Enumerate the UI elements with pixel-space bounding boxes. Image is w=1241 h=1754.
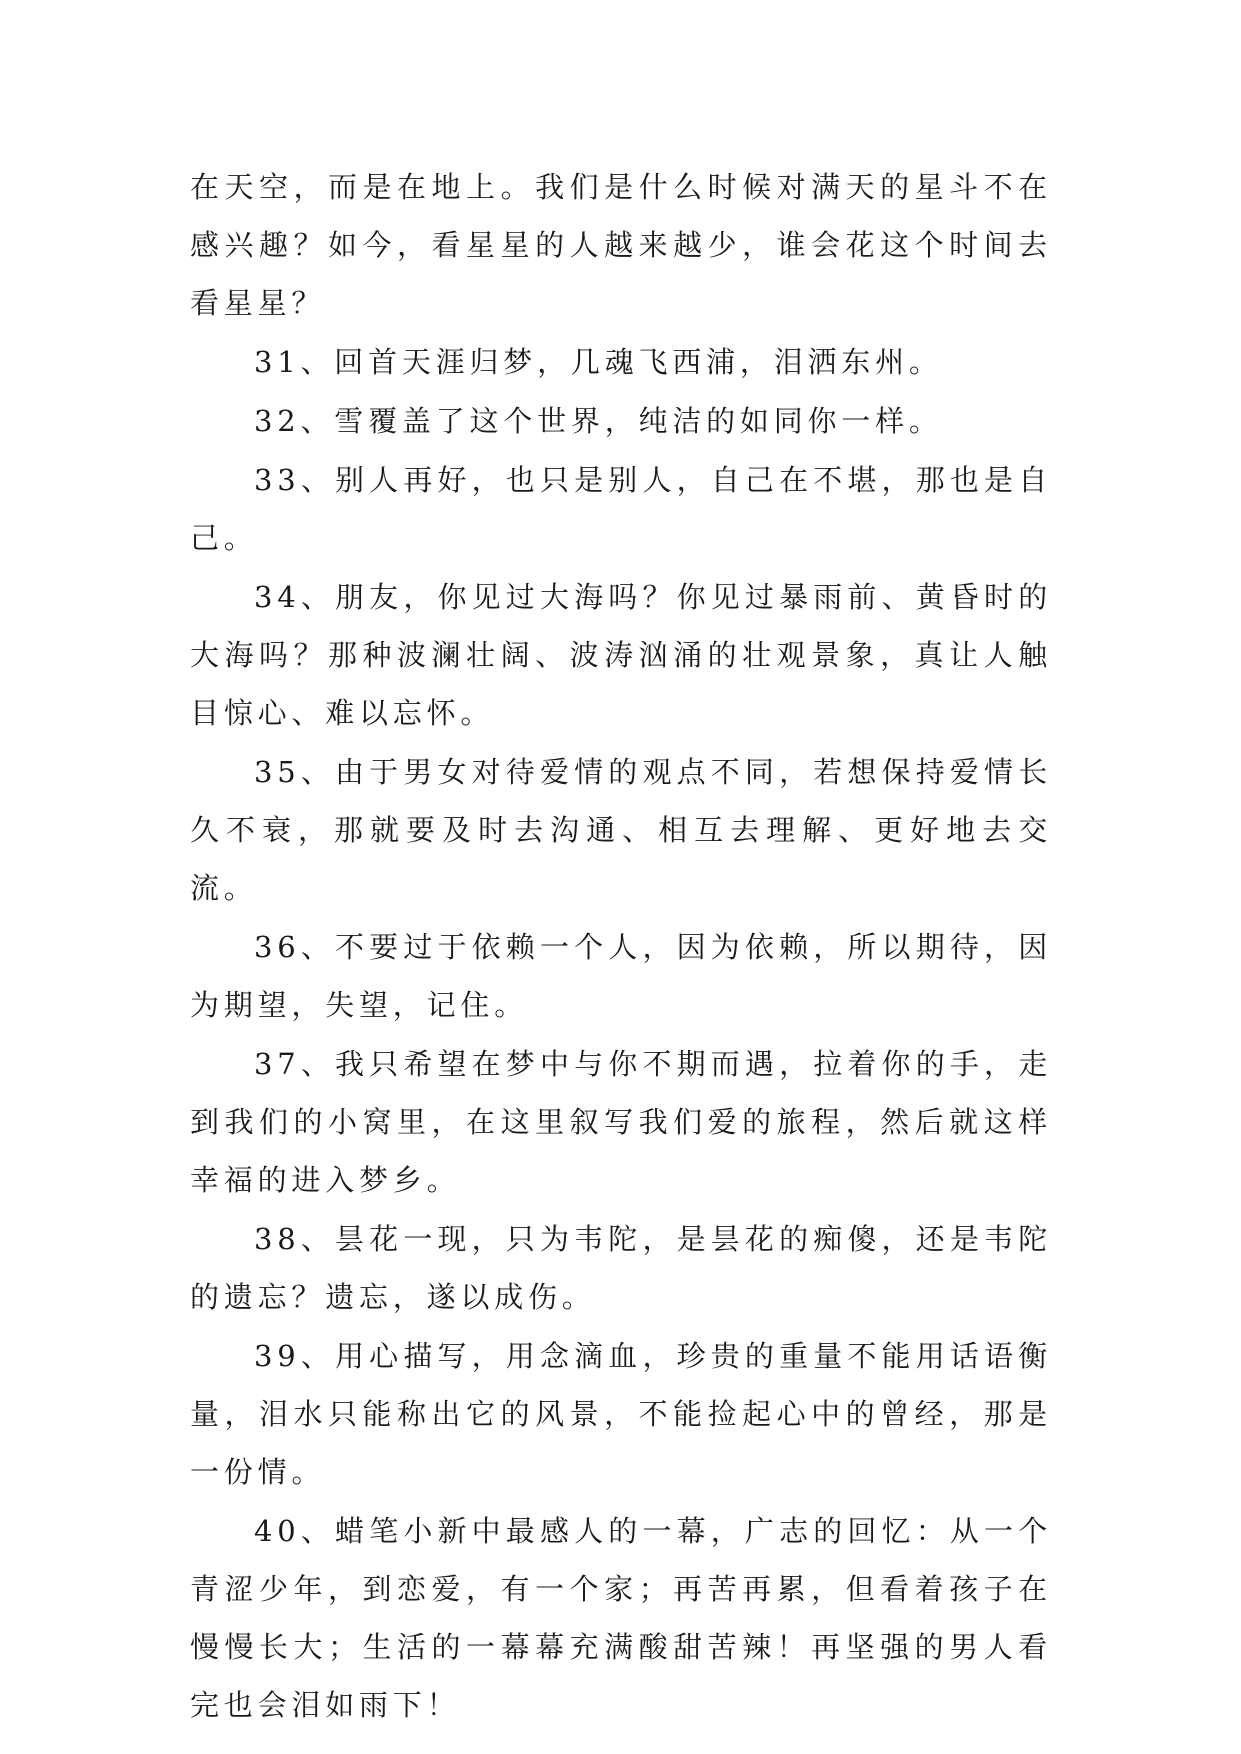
paragraph-33: 33、别人再好，也只是别人，自己在不堪，那也是自己。 xyxy=(190,463,1052,555)
paragraph-39: 39、用心描写，用念滴血，珍贵的重量不能用话语衡量，泪水只能称出它的风景，不能捡起心中的曾经，那是一份情。 xyxy=(190,1339,1052,1489)
paragraph-38: 38、昙花一现，只为韦陀，是昙花的痴傻，还是韦陀的遗忘？遗忘，遂以成伤。 xyxy=(190,1222,1052,1314)
paragraph-32: 32、雪覆盖了这个世界，纯洁的如同你一样。 xyxy=(254,404,943,438)
paragraph-34: 34、朋友，你见过大海吗？你见过暴雨前、黄昏时的大海吗？那种波澜壮阔、波涛汹涌的壮观景象，真让人触目惊心、难以忘怀。 xyxy=(190,580,1052,730)
paragraph-40: 40、蜡笔小新中最感人的一幕，广志的回忆：从一个青涩少年，到恋爱，有一个家；再苦再累，但看着孩子在慢慢长大；生活的一幕幕充满酸甜苦辣！再坚强的男人看完也会泪如雨下！ xyxy=(190,1514,1052,1722)
paragraph-37: 37、我只希望在梦中与你不期而遇，拉着你的手，走到我们的小窝里，在这里叙写我们爱的旅程，然后就这样幸福的进入梦乡。 xyxy=(190,1047,1052,1197)
paragraph-31: 31、回首天涯归梦，几魂飞西浦，泪洒东州。 xyxy=(254,345,943,379)
paragraph-36: 36、不要过于依赖一个人，因为依赖，所以期待，因为期望，失望，记住。 xyxy=(190,930,1052,1022)
paragraph-continuation: 在天空，而是在地上。我们是什么时候对满天的星斗不在感兴趣？如今，看星星的人越来越少，谁会花这个时间去看星星？ xyxy=(190,170,1052,320)
document-page xyxy=(190,158,1052,1735)
paragraph-35: 35、由于男女对待爱情的观点不同，若想保持爱情长久不衰，那就要及时去沟通、相互去理解、更好地去交流。 xyxy=(190,755,1052,905)
